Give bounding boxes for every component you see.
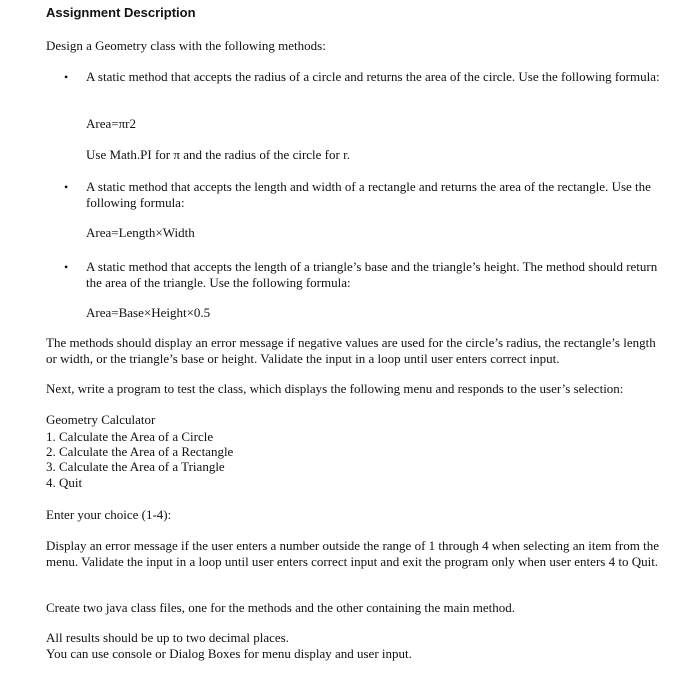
menu-item-quit: 4. Quit xyxy=(46,475,83,490)
circle-note: Use Math.PI for π and the radius of the circle for r. xyxy=(86,147,350,162)
bullet-dot: • xyxy=(64,260,69,274)
bullet-circle-text: A static method that accepts the radius of a circle and returns the area of the circle. Use the following formula: xyxy=(86,69,660,84)
menu-title: Geometry Calculator xyxy=(46,412,156,427)
bullet-dot: • xyxy=(64,180,69,194)
intro-text: Design a Geometry class with the following methods: xyxy=(46,38,326,53)
triangle-formula: Area=Base×Height×0.5 xyxy=(86,305,211,320)
menu-item-circle: 1. Calculate the Area of a Circle xyxy=(46,429,214,444)
display-error-paragraph: Display an error message if the user enters a number outside the range of 1 through 4 when selecting an item from the menu. Validate the input in a loop until user enters correct input and exit the program only when user enters 4 to Quit. xyxy=(46,538,659,569)
bullet-rectangle-text: A static method that accepts the length and width of a rectangle and returns the area of the rectangle. Use the following formula: xyxy=(86,179,651,210)
error-paragraph: The methods should display an error message if negative values are used for the circle’s radius, the rectangle’s length or width, or the triangle’s base or height. Validate the input in a loop until user enters correct input. xyxy=(46,335,656,366)
console-dialog-note: You can use console or Dialog Boxes for menu display and user input. xyxy=(46,646,412,661)
decimal-places-note: All results should be up to two decimal places. xyxy=(46,630,289,645)
menu-item-triangle: 3. Calculate the Area of a Triangle xyxy=(46,459,225,474)
choice-prompt: Enter your choice (1-4): xyxy=(46,507,172,522)
next-paragraph: Next, write a program to test the class, which displays the following menu and responds to the user’s selection: xyxy=(46,381,624,396)
class-files-paragraph: Create two java class files, one for the methods and the other containing the main method. xyxy=(46,600,515,615)
rectangle-formula: Area=Length×Width xyxy=(86,225,195,240)
page-title: Assignment Description xyxy=(46,5,196,20)
bullet-triangle-text: A static method that accepts the length of a triangle’s base and the triangle’s height. The method should return the area of the triangle. Use the following formula: xyxy=(86,259,658,290)
circle-formula: Area=πr2 xyxy=(86,116,136,131)
bullet-dot: • xyxy=(64,70,69,84)
menu-item-rectangle: 2. Calculate the Area of a Rectangle xyxy=(46,444,234,459)
